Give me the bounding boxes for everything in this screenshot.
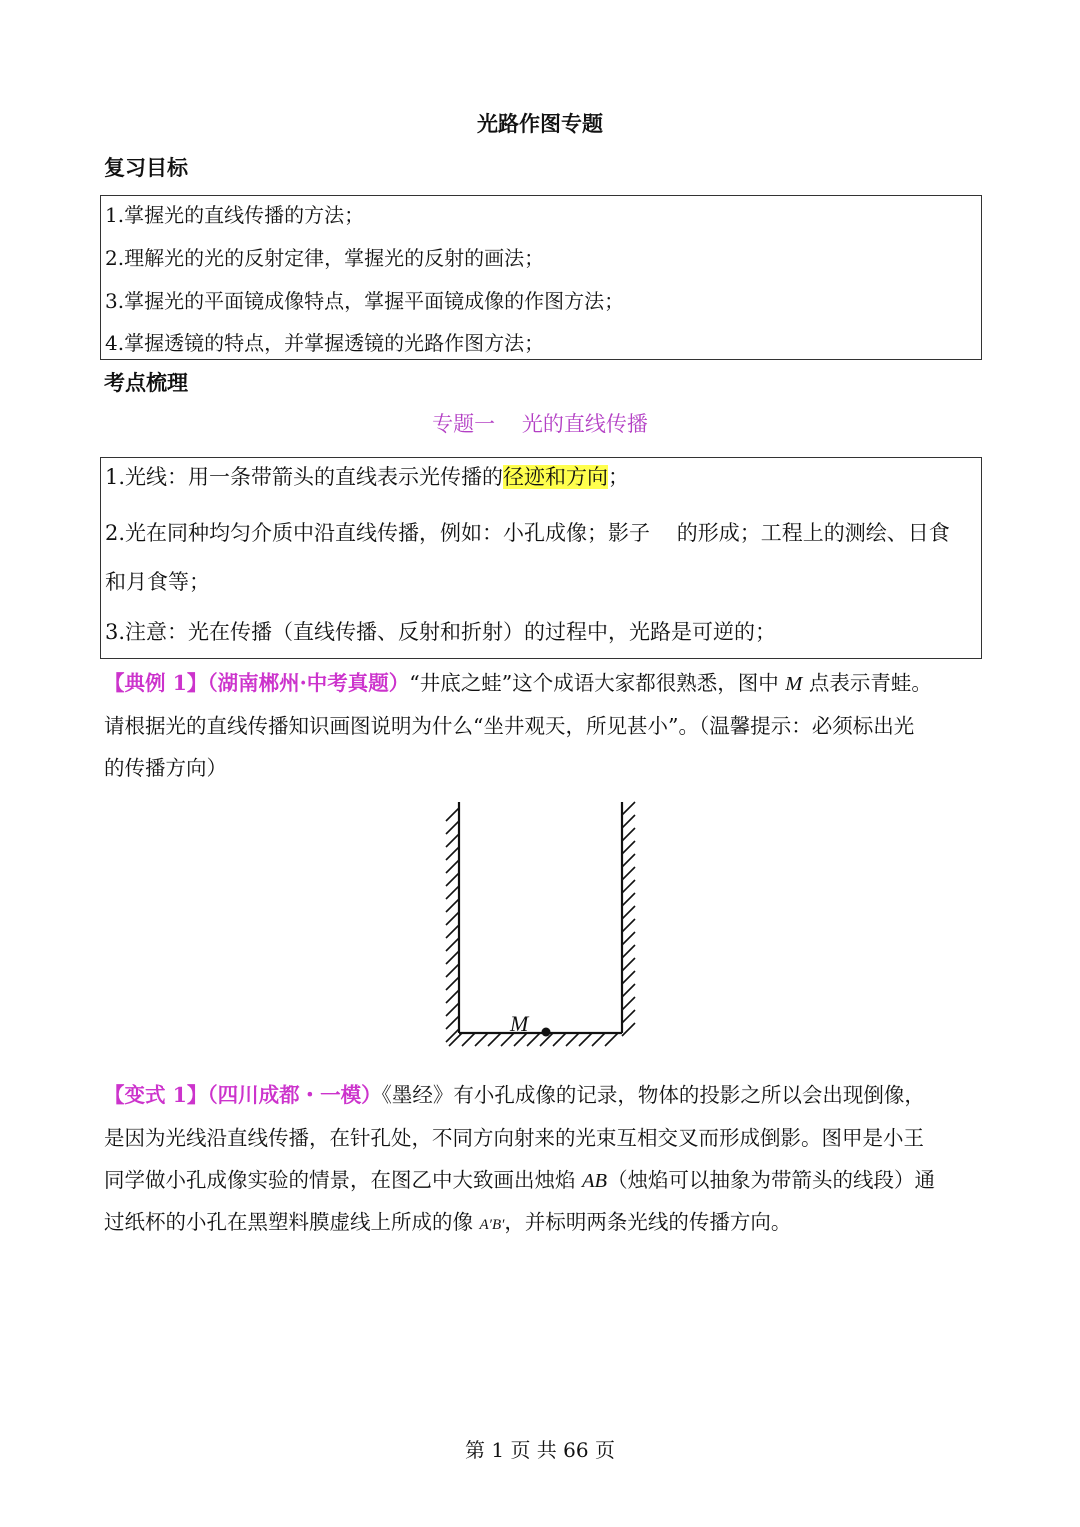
hatch-mark <box>446 886 459 899</box>
frog-point-m <box>542 1028 551 1037</box>
hatch-mark <box>449 1033 462 1046</box>
variant-1-text-a: 同学做小孔成像实验的情景，在图乙中大致画出烛焰 <box>104 1168 583 1192</box>
hatch-mark <box>622 932 635 945</box>
topic-title-text: 专题一 光的直线传播 <box>432 412 648 436</box>
hatch-mark <box>446 964 459 977</box>
hatch-mark <box>622 815 635 828</box>
hatch-mark <box>553 1033 566 1046</box>
example-1-line-3: 的传播方向） <box>104 756 227 780</box>
variant-1-var-ab-prime: A′B′ <box>479 1217 505 1233</box>
hatch-mark <box>622 997 635 1010</box>
example-1-text-b: 点表示青蛙。 <box>802 671 932 695</box>
hatch-mark <box>446 1029 459 1042</box>
hatch-mark <box>622 945 635 958</box>
variant-1-line-2: 是因为光线沿直线传播，在针孔处，不同方向射来的光束互相交叉而形成倒影。图甲是小王 <box>104 1126 924 1150</box>
page-footer: 第 1 页 共 66 页 <box>465 1438 615 1462</box>
hatch-mark <box>527 1033 540 1046</box>
review-heading: 复习目标 <box>104 155 188 180</box>
variant-1-line-1 <box>104 1078 925 1108</box>
hatch-mark <box>622 828 635 841</box>
hatch-mark <box>446 951 459 964</box>
hatch-mark <box>622 1023 635 1036</box>
hatch-mark <box>488 1033 501 1046</box>
hatch-mark <box>622 906 635 919</box>
goal-item: 3.掌握光的平面镜成像特点，掌握平面镜成像的作图方法； <box>105 289 625 313</box>
variant-1-tag: 【变式 1】（四川成都・一模） <box>104 1083 382 1107</box>
variant-1-text-d: ，并标明两条光线的传播方向。 <box>504 1210 792 1234</box>
hatch-mark <box>622 841 635 854</box>
example-1-var: M <box>785 673 803 695</box>
example-1-text-a: “井底之蛙”这个成语大家都很熟悉，图中 <box>409 671 786 695</box>
hatch-mark <box>446 847 459 860</box>
point-item-2-cont: 和月食等； <box>105 570 210 594</box>
hatch-mark <box>446 860 459 873</box>
variant-1-var-ab: AB <box>582 1170 608 1192</box>
example-1-tag: 【典例 1】（湖南郴州·中考真题） <box>104 671 410 695</box>
hatch-mark <box>605 1033 618 1046</box>
hatch-mark <box>446 899 459 912</box>
variant-1-text-b: （烛焰可以抽象为带箭头的线段）通 <box>607 1168 936 1192</box>
variant-1-text: 《墨经》有小孔成像的记录，物体的投影之所以会出现倒像， <box>381 1083 925 1107</box>
variant-1-line-3 <box>104 1163 935 1193</box>
page-title: 光路作图专题 <box>477 111 603 136</box>
hatch-mark <box>446 912 459 925</box>
point-item-1-end: ； <box>608 465 630 489</box>
hatch-mark <box>622 854 635 867</box>
hatch-mark <box>622 958 635 971</box>
hatch-mark <box>446 873 459 886</box>
hatch-mark <box>446 1003 459 1016</box>
hatch-mark <box>446 821 459 834</box>
hatch-mark <box>622 867 635 880</box>
point-item-2: 2.光在同种均匀介质中沿直线传播，例如：小孔成像；影子 的形成；工程上的测绘、日食 <box>105 521 950 545</box>
hatch-mark <box>566 1033 579 1046</box>
hatch-mark <box>622 880 635 893</box>
point-item-3: 3.注意：光在传播（直线传播、反射和折射）的过程中，光路是可逆的； <box>105 620 777 644</box>
hatch-mark <box>475 1033 488 1046</box>
hatch-mark <box>446 1016 459 1029</box>
hatch-mark <box>622 893 635 906</box>
hatch-mark <box>446 977 459 990</box>
wall-hatching <box>446 802 635 1046</box>
points-heading: 考点梳理 <box>104 370 188 395</box>
hatch-mark <box>446 834 459 847</box>
figure-label-m: M <box>510 1011 529 1036</box>
hatch-mark <box>446 808 459 821</box>
well-walls <box>459 802 622 1033</box>
variant-1-text-c: 过纸杯的小孔在黑塑料膜虚线上所成的像 <box>104 1210 480 1234</box>
hatch-mark <box>446 938 459 951</box>
hatch-mark <box>622 984 635 997</box>
hatch-mark <box>446 925 459 938</box>
goal-item: 2.理解光的光的反射定律，掌握光的反射的画法； <box>105 246 545 270</box>
hatch-mark <box>622 1010 635 1023</box>
hatch-mark <box>592 1033 605 1046</box>
goal-item: 4.掌握透镜的特点，并掌握透镜的光路作图方法； <box>105 331 545 355</box>
hatch-mark <box>462 1033 475 1046</box>
hatch-mark <box>579 1033 592 1046</box>
goal-item: 1.掌握光的直线传播的方法； <box>105 203 365 227</box>
example-1-line-2: 请根据光的直线传播知识画图说明为什么“坐井观天，所见甚小”。（温馨提示：必须标出光 <box>104 714 915 738</box>
highlighted-text: 径迹和方向 <box>503 465 609 489</box>
variant-1-line-4 <box>104 1205 791 1235</box>
hatch-mark <box>446 990 459 1003</box>
hatch-mark <box>622 971 635 984</box>
hatch-mark <box>622 802 635 815</box>
point-item-1-text: 1.光线：用一条带箭头的直线表示光传播的 <box>105 465 504 489</box>
hatch-mark <box>622 919 635 932</box>
